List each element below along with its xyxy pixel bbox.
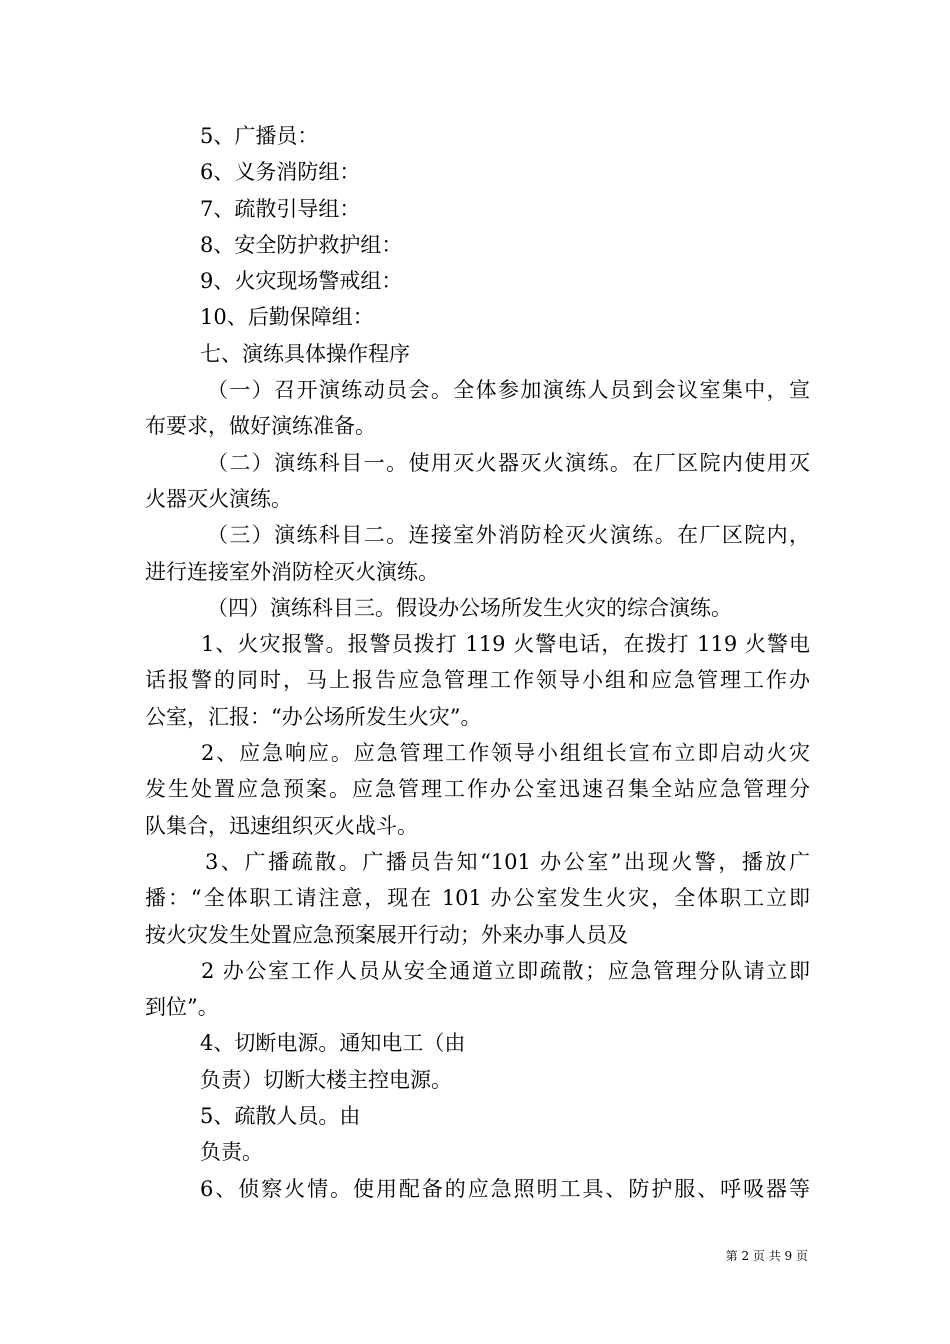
text-line: 发生处置应急预案。应急管理工作办公室迅速召集全站应急管理分 — [145, 777, 810, 802]
text-line: 播：“全体职工请注意，现在 101 办公室发生火灾，全体职工立即 — [145, 886, 810, 911]
text-line: 公室，汇报：“办公场所发生火灾”。 — [145, 704, 482, 729]
text-line: 火器灭火演练。 — [145, 486, 292, 511]
text-line: 布要求，做好演练准备。 — [145, 414, 376, 439]
text-line: （四）演练科目三。假设办公场所发生火灾的综合演练。 — [207, 595, 732, 620]
text-line: 4、切断电源。通知电工（由 — [200, 1031, 466, 1056]
text-line: 6、侦察火情。使用配备的应急照明工具、防护服、呼吸器等 — [200, 1176, 810, 1201]
text-line: 3、广播疏散。广播员告知“101 办公室”出现火警，播放广 — [205, 849, 810, 874]
section-heading: 七、演练具体操作程序 — [200, 341, 410, 366]
text-line: 话报警的同时，马上报告应急管理工作领导小组和应急管理工作办 — [145, 668, 810, 693]
text-line: 按火灾发生处置应急预案展开行动；外来办事人员及 — [145, 922, 628, 947]
text-line: 到位”。 — [145, 995, 219, 1020]
text-line: 10、后勤保障组： — [200, 305, 374, 330]
text-line: 进行连接室外消防栓灭火演练。 — [145, 559, 439, 584]
text-line: （三）演练科目二。连接室外消防栓灭火演练。在厂区院内， — [207, 523, 810, 548]
text-line: 6、义务消防组： — [200, 160, 361, 185]
text-line: 负责）切断大楼主控电源。 — [200, 1067, 452, 1092]
text-line: 2 办公室工作人员从安全通道立即疏散；应急管理分队请立即 — [201, 958, 810, 983]
text-line: 5、疏散人员。由 — [200, 1104, 361, 1129]
page-number: 第 2 页 共 9 页 — [725, 1249, 808, 1263]
text-line: 负责。 — [200, 1140, 263, 1165]
text-line: 7、疏散引导组： — [200, 196, 361, 221]
document-body — [145, 118, 810, 1207]
text-line: 9、火灾现场警戒组： — [200, 269, 403, 294]
text-line: 5、广播员： — [200, 124, 319, 148]
text-line: （二）演练科目一。使用灭火器灭火演练。在厂区院内使用灭 — [207, 450, 810, 475]
text-line: 1、火灾报警。报警员拨打 119 火警电话，在拨打 119 火警电 — [201, 632, 810, 657]
text-line: （一）召开演练动员会。全体参加演练人员到会议室集中，宣 — [207, 378, 810, 403]
text-line: 队集合，迅速组织灭火战斗。 — [145, 813, 418, 838]
text-line: 8、安全防护救护组： — [200, 232, 403, 257]
text-line: 2、应急响应。应急管理工作领导小组组长宣布立即启动火灾 — [201, 741, 810, 766]
